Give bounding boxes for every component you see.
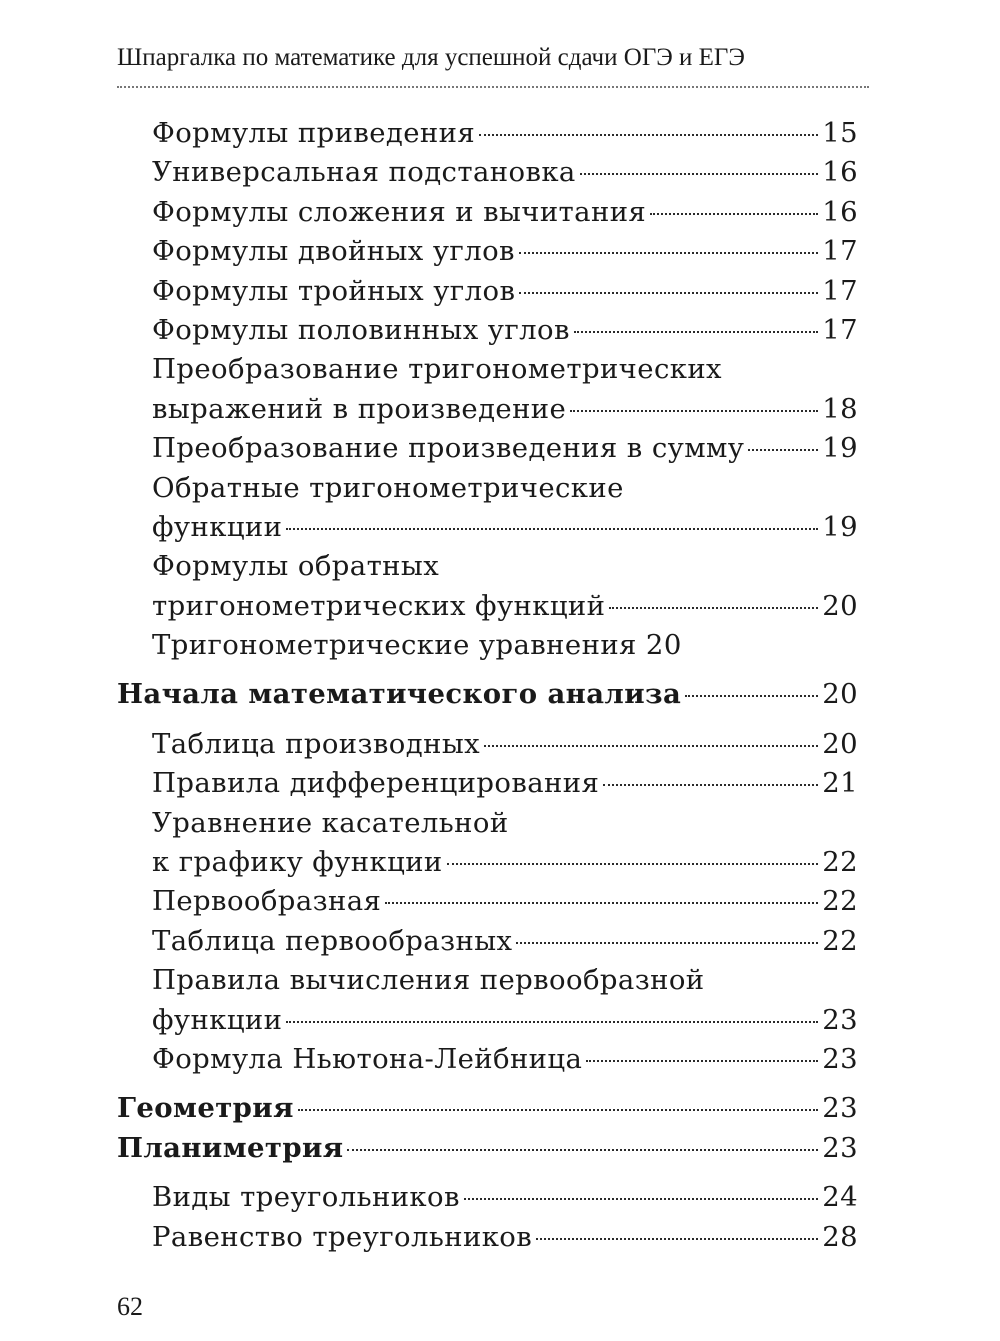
dot-leader	[286, 1021, 818, 1023]
toc-row	[0, 117, 1000, 156]
toc-entry-title: к графику функции	[152, 846, 443, 879]
toc-row	[0, 1132, 1000, 1171]
toc-row	[0, 353, 1000, 392]
dot-leader	[298, 1109, 818, 1111]
toc-row	[0, 275, 1000, 314]
running-header: Шпаргалка по математике для успешной сдачи ОГЭ и ЕГЭ	[117, 44, 745, 71]
dot-leader	[286, 528, 818, 530]
toc-entry-title: Формулы сложения и вычитания	[152, 195, 647, 228]
dot-leader	[574, 331, 818, 333]
toc-entry-title: Таблица первообразных	[152, 924, 513, 957]
toc-page-number: 16	[822, 156, 858, 189]
toc-row	[0, 1004, 1000, 1043]
toc-page-number: 22	[822, 885, 858, 918]
toc-entry	[152, 393, 858, 432]
toc-page-number: 18	[822, 392, 858, 425]
toc-entry-title: Таблица производных	[152, 727, 481, 760]
dot-leader	[484, 745, 818, 747]
toc-entry	[152, 156, 858, 195]
toc-page-number: 17	[822, 313, 858, 346]
toc-row	[0, 314, 1000, 353]
toc-page-number: 24	[822, 1181, 858, 1214]
toc-entry-title: Формулы половинных углов	[152, 313, 570, 346]
toc-row	[0, 767, 1000, 806]
toc-section-entry	[117, 678, 858, 717]
toc-row	[0, 590, 1000, 629]
toc-page-number: 15	[822, 117, 858, 149]
toc-row	[0, 511, 1000, 550]
toc-row	[0, 629, 1000, 668]
toc-row	[0, 885, 1000, 924]
toc-row	[0, 432, 1000, 471]
toc-row	[0, 196, 1000, 235]
toc-entry-title: Начала математического анализа	[117, 678, 682, 711]
toc-row	[0, 235, 1000, 274]
toc-entry-title: функции	[152, 510, 283, 543]
toc-entry	[152, 432, 858, 471]
dot-leader	[603, 784, 818, 786]
toc-row	[0, 846, 1000, 885]
toc-entry-title: Формулы двойных углов	[152, 235, 515, 268]
toc-page-number: 20	[822, 678, 858, 711]
toc-entry-title: Универсальная подстановка	[152, 156, 576, 189]
toc-page-number: 23	[822, 1131, 858, 1164]
toc-row	[0, 1221, 1000, 1260]
dot-leader	[570, 410, 818, 412]
toc-entry-title: Равенство треугольников	[152, 1220, 533, 1253]
toc-entry	[152, 590, 858, 629]
toc-page-number: 20	[822, 727, 858, 760]
toc-title-line: Обратные тригонометрические	[152, 471, 624, 504]
toc-page-number: 16	[822, 195, 858, 228]
header-dotted-rule	[117, 86, 869, 88]
dot-leader	[580, 173, 818, 175]
toc-entry-title: Первообразная	[152, 885, 382, 918]
toc-row	[0, 678, 1000, 717]
toc-row	[0, 550, 1000, 589]
toc-page-number: 21	[822, 767, 858, 800]
toc-title-line: Правила вычисления первообразной	[152, 964, 705, 997]
toc-entry-title: выражений в произведение	[152, 392, 567, 425]
toc-entry	[152, 117, 858, 156]
dot-leader	[519, 252, 818, 254]
toc-page-number: 17	[822, 235, 858, 268]
page-number: 62	[117, 1292, 143, 1321]
toc-section-entry	[117, 1132, 858, 1171]
toc-page-number: 22	[822, 846, 858, 879]
dot-leader	[347, 1149, 818, 1151]
toc-entry-title: Планиметрия	[117, 1131, 344, 1164]
dot-leader	[609, 607, 818, 609]
toc-entry-title: Формулы приведения	[152, 117, 476, 149]
toc-entry-title: Формулы тройных углов	[152, 274, 516, 307]
toc-entry-title: тригонометрических функций	[152, 589, 606, 622]
toc-entry	[152, 846, 858, 885]
dot-leader	[536, 1238, 818, 1240]
toc-row	[0, 156, 1000, 195]
toc-entry-title: Виды треугольников	[152, 1181, 460, 1214]
dot-leader	[586, 1060, 818, 1062]
toc-entry	[152, 1004, 858, 1043]
toc-entry-title: Преобразование произведения в сумму	[152, 432, 745, 465]
toc-entry	[152, 925, 858, 964]
toc-entry	[152, 314, 858, 353]
toc-entry	[152, 235, 858, 274]
dot-leader	[447, 863, 819, 865]
toc-page-number: 19	[822, 510, 858, 543]
toc-page-number: 23	[822, 1042, 858, 1075]
toc-row	[0, 1043, 1000, 1082]
toc-page-number: 22	[822, 924, 858, 957]
dot-leader	[479, 134, 818, 136]
toc-entry	[152, 511, 858, 550]
toc-row	[0, 728, 1000, 767]
toc-entry	[152, 885, 858, 924]
toc-entry-title: Геометрия	[117, 1092, 294, 1125]
toc-row	[0, 1181, 1000, 1220]
toc-section-entry	[117, 1092, 858, 1131]
toc-page-number: 17	[822, 274, 858, 307]
dot-leader	[685, 695, 818, 697]
toc-page-number: 28	[822, 1220, 858, 1253]
toc-page-number: 20	[822, 589, 858, 622]
toc-row	[0, 393, 1000, 432]
dot-leader	[650, 213, 818, 215]
toc-row	[0, 964, 1000, 1003]
dot-leader	[385, 902, 818, 904]
dot-leader	[516, 942, 818, 944]
toc-entry	[152, 196, 858, 235]
dot-leader	[748, 449, 818, 451]
toc-row	[0, 807, 1000, 846]
dot-leader	[464, 1198, 818, 1200]
toc-entry	[152, 1043, 858, 1082]
toc-entry	[152, 1181, 858, 1220]
toc-entry-title: Формула Ньютона-Лейбница	[152, 1042, 583, 1075]
table-of-contents	[0, 117, 1000, 1260]
toc-entry-title: Правила дифференцирования	[152, 767, 600, 800]
toc-entry	[152, 728, 858, 767]
toc-row	[0, 472, 1000, 511]
toc-entry	[152, 1221, 858, 1260]
toc-title-line: Преобразование тригонометрических	[152, 353, 722, 386]
toc-title-line: Тригонометрические уравнения 20	[152, 629, 682, 662]
toc-entry	[152, 767, 858, 806]
toc-row	[0, 1092, 1000, 1131]
toc-entry	[152, 275, 858, 314]
toc-page-number: 23	[822, 1003, 858, 1036]
toc-page-number: 23	[822, 1092, 858, 1125]
toc-row	[0, 925, 1000, 964]
toc-title-line: Формулы обратных	[152, 550, 440, 583]
toc-title-line: Уравнение касательной	[152, 806, 509, 839]
dot-leader	[519, 292, 818, 294]
toc-page-number: 19	[822, 432, 858, 465]
toc-entry-title: функции	[152, 1003, 283, 1036]
